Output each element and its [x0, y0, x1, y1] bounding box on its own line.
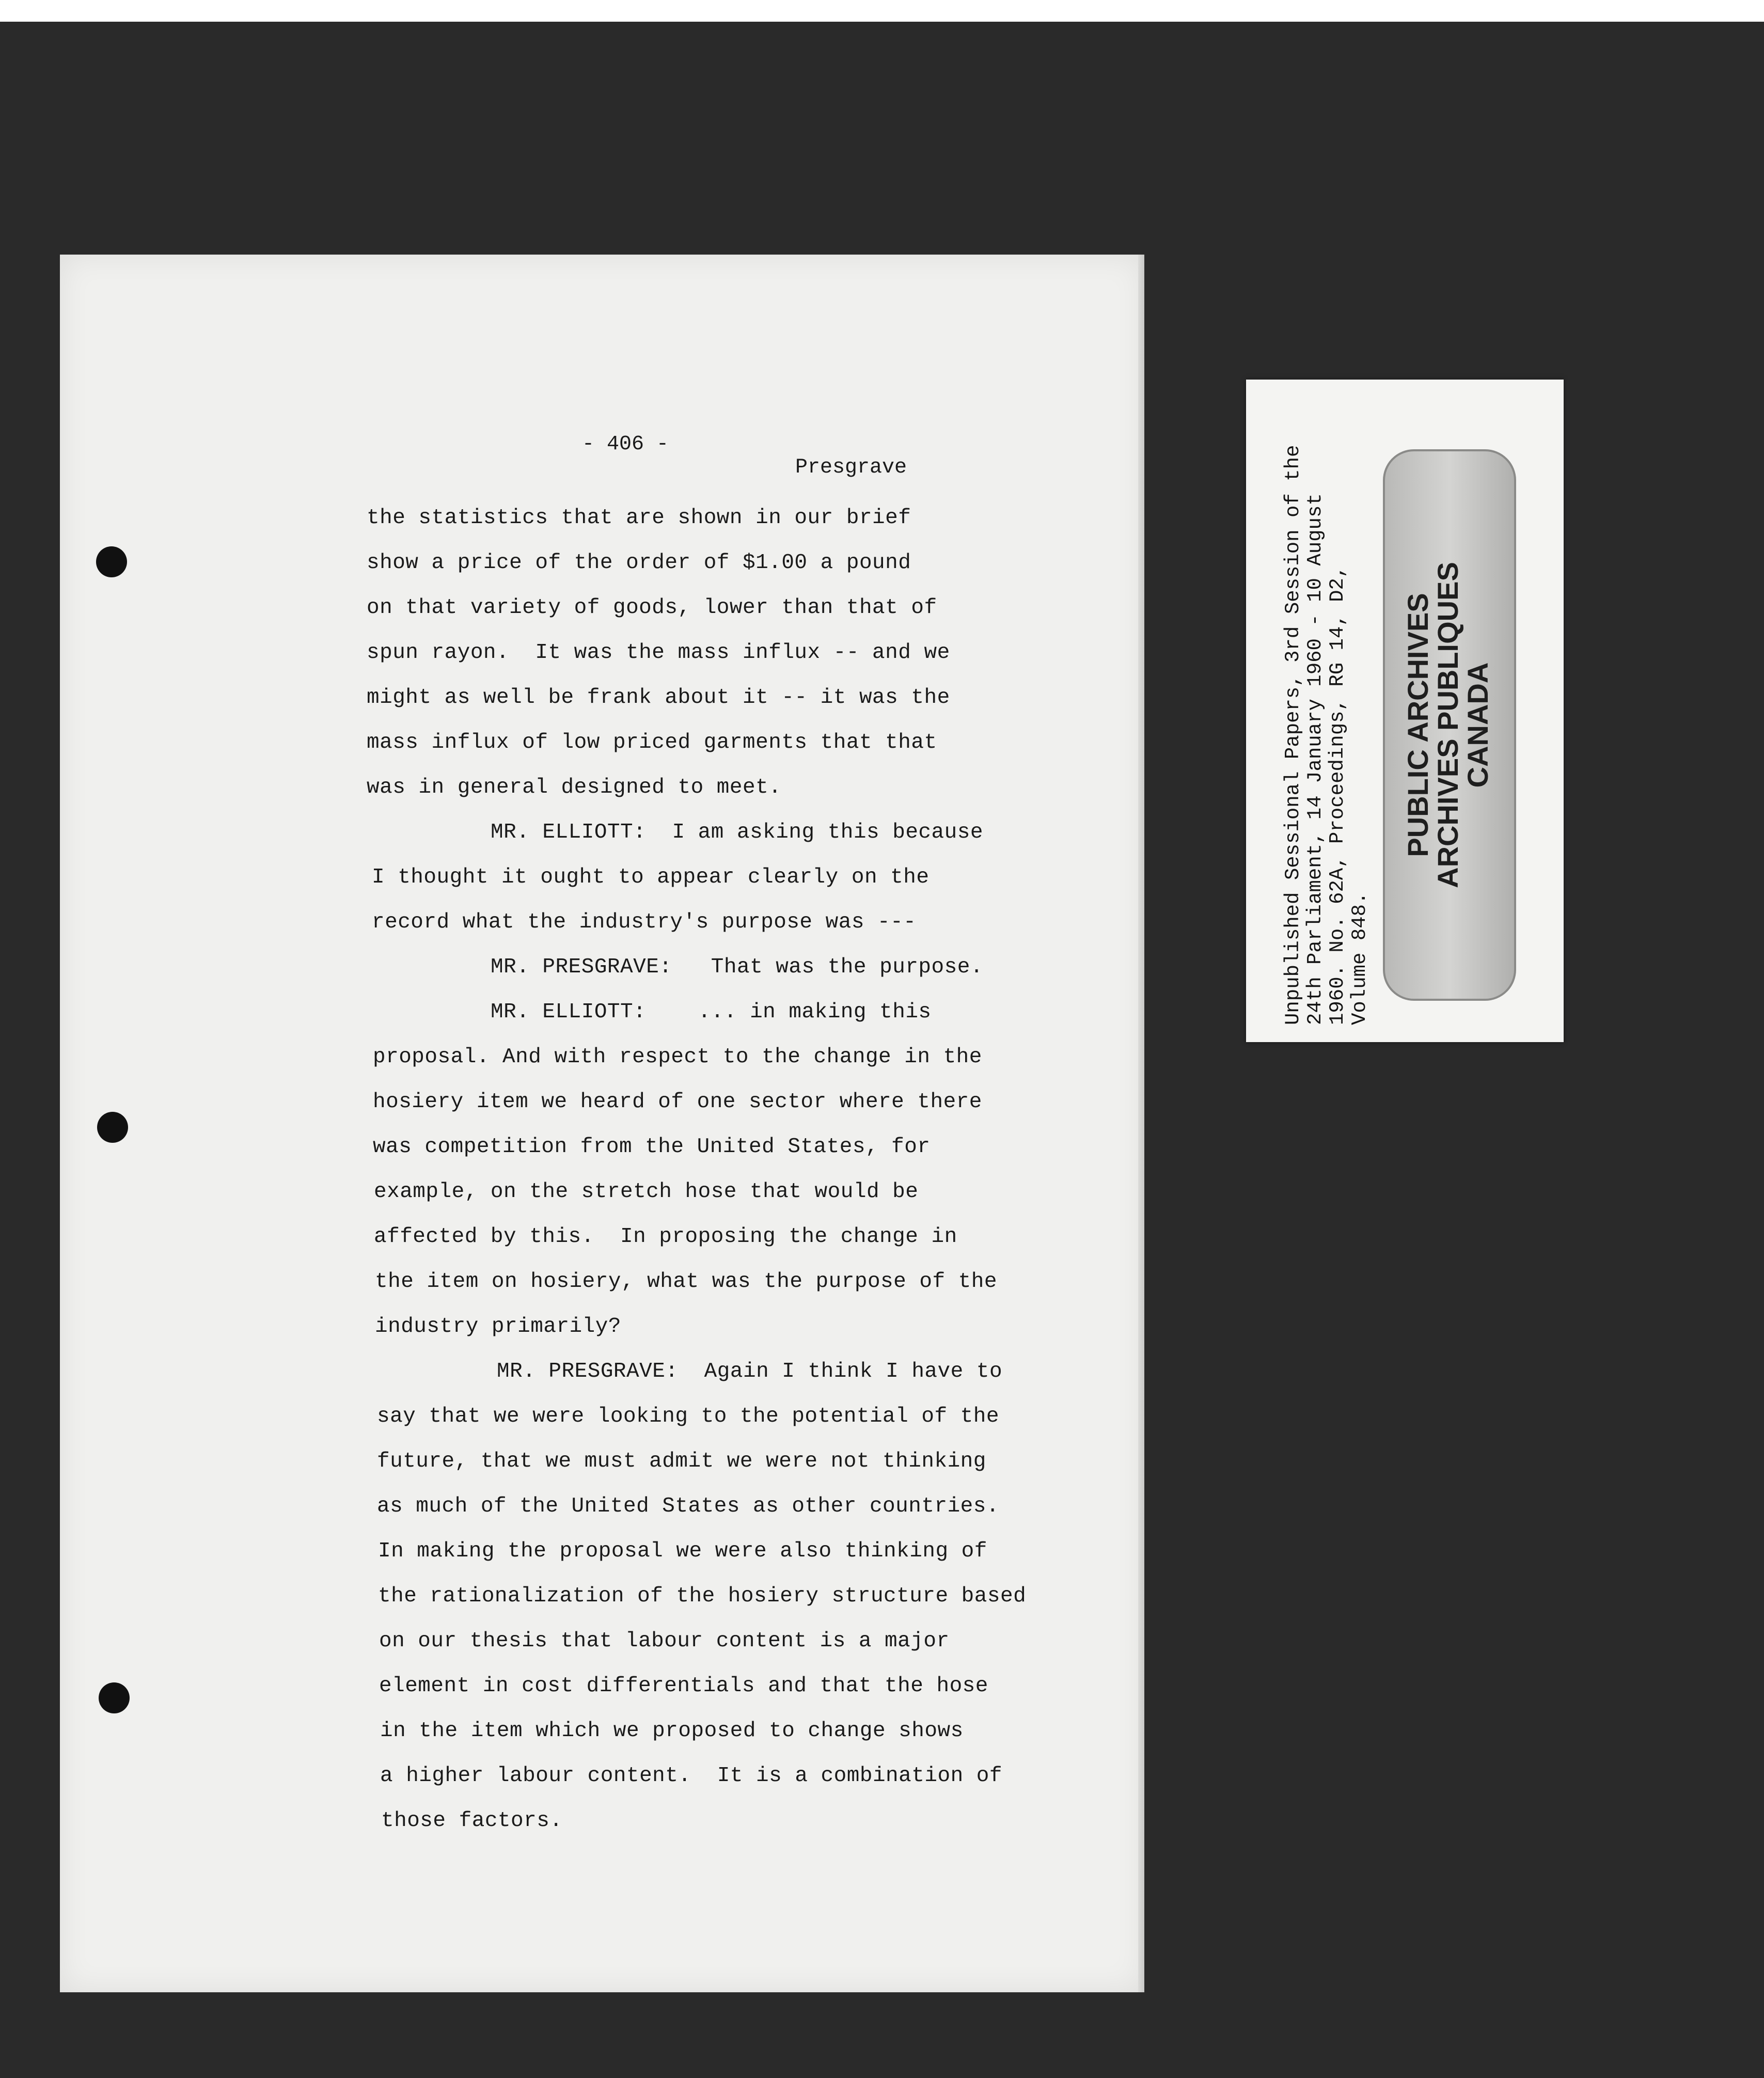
citation-line: 24th Parliament, 14 January 1960 - 10 August	[1304, 493, 1327, 1025]
stamp-text	[1403, 529, 1493, 921]
text-line: on our thesis that labour content is a major	[379, 1629, 950, 1653]
page-number: - 406 -	[582, 433, 669, 456]
text-line: example, on the stretch hose that would be	[374, 1180, 919, 1204]
transcript-body	[60, 255, 1144, 1992]
text-line: industry primarily?	[375, 1315, 621, 1339]
speaker-line: MR. PRESGRAVE: Again I think I have to	[497, 1360, 1003, 1383]
stamp-line: PUBLIC ARCHIVES	[1401, 593, 1434, 857]
text-line: show a price of the order of $1.00 a pound	[367, 551, 911, 575]
text-line: the rationalization of the hosiery structure based	[378, 1584, 1027, 1608]
text-line: In making the proposal we were also thinking of	[378, 1539, 987, 1563]
text-line: I thought it ought to appear clearly on the	[372, 865, 930, 889]
citation-line: Volume 848.	[1348, 892, 1371, 1025]
archives-stamp	[1383, 449, 1516, 1001]
stamp-line: ARCHIVES PUBLIQUES	[1431, 562, 1464, 888]
text-line: as much of the United States as other countries.	[377, 1494, 999, 1518]
text-line: say that we were looking to the potential of the	[377, 1405, 999, 1428]
stamp-line: CANADA	[1461, 662, 1494, 788]
text-line: mass influx of low priced garments that that	[367, 731, 937, 754]
citation-line: Unpublished Sessional Papers, 3rd Session of the	[1282, 445, 1304, 1025]
text-line: the item on hosiery, what was the purpose of the	[375, 1270, 997, 1294]
text-line: element in cost differentials and that the hose	[379, 1674, 988, 1698]
text-line: affected by this. In proposing the change in	[374, 1225, 957, 1249]
speaker-line: MR. PRESGRAVE: That was the purpose.	[491, 955, 983, 979]
text-line: proposal. And with respect to the change in the	[373, 1045, 982, 1069]
text-line: hosiery item we heard of one sector where there	[373, 1090, 982, 1114]
scan-top-strip	[0, 0, 1764, 22]
document-page	[60, 255, 1144, 1992]
archive-citation	[1282, 390, 1371, 1025]
text-line: a higher labour content. It is a combination of	[380, 1764, 1002, 1788]
text-line: was competition from the United States, for	[373, 1135, 931, 1159]
text-line: spun rayon. It was the mass influx -- and we	[367, 641, 950, 665]
citation-line: 1960. No. 62A, Proceedings, RG 14, D2,	[1326, 565, 1349, 1025]
speaker-line: MR. ELLIOTT: I am asking this because	[491, 821, 983, 844]
text-line: might as well be frank about it -- it was the	[367, 686, 950, 710]
text-line: future, that we must admit we were not thinking	[377, 1450, 986, 1473]
text-line: record what the industry's purpose was ---	[372, 910, 917, 934]
text-line: in the item which we proposed to change shows	[380, 1719, 964, 1743]
speaker-line: MR. ELLIOTT: ... in making this	[491, 1000, 932, 1024]
text-line: the statistics that are shown in our brief	[367, 506, 911, 530]
text-line: was in general designed to meet.	[367, 776, 782, 799]
text-line: those factors.	[381, 1809, 563, 1833]
text-line: on that variety of goods, lower than that of	[367, 596, 937, 620]
archive-label-card	[1246, 380, 1564, 1042]
page-speaker: Presgrave	[795, 456, 907, 479]
